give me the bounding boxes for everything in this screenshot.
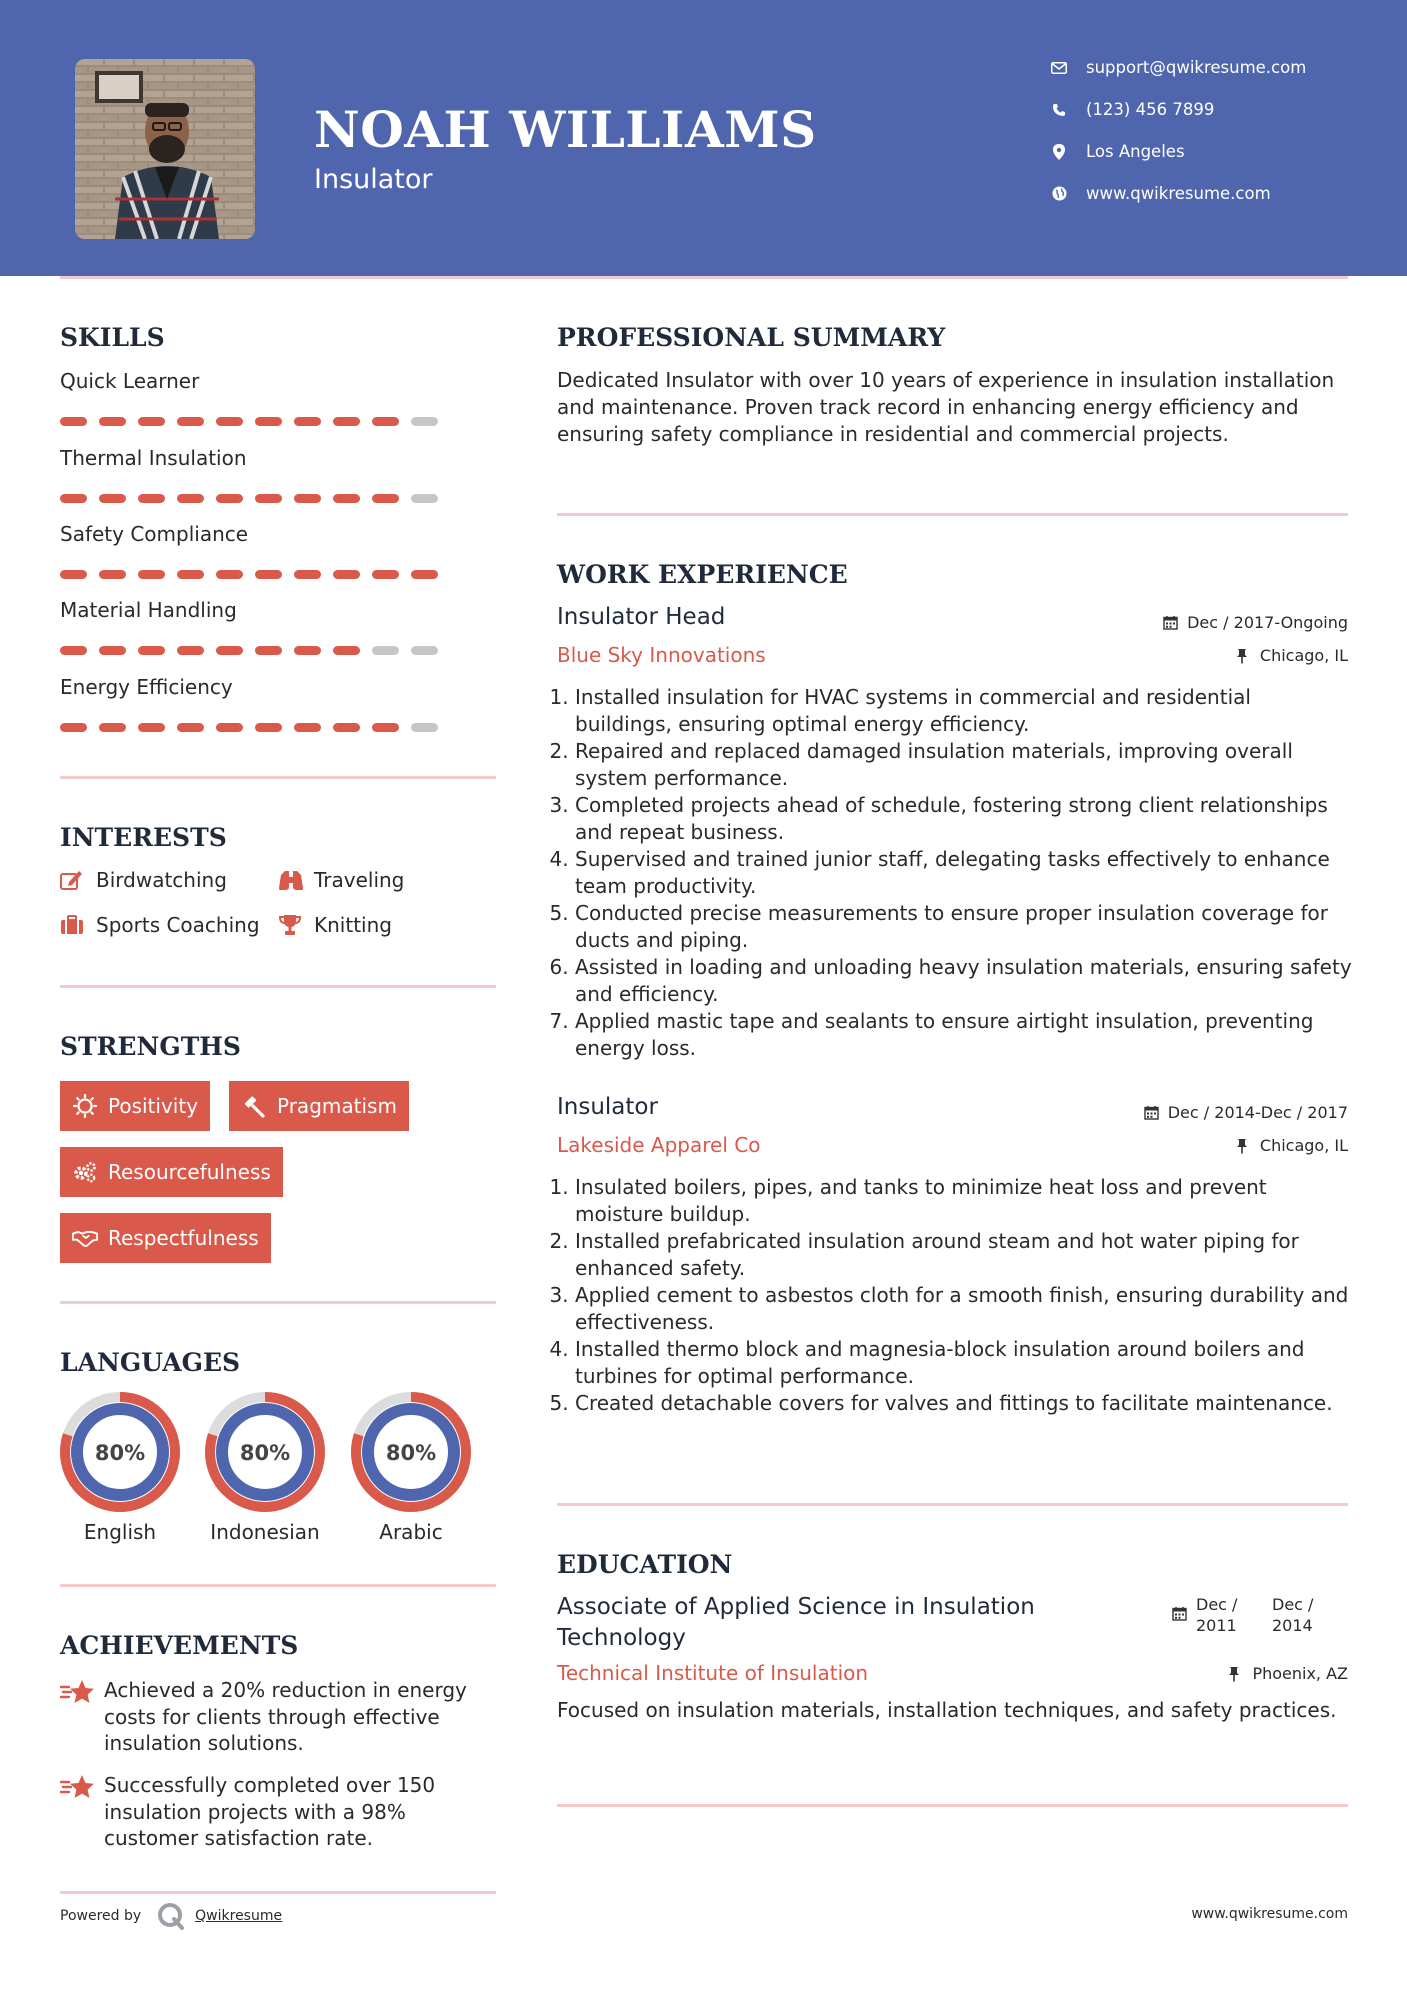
strength-badge-pragmatism [229, 1081, 409, 1131]
contact-website[interactable] [1050, 184, 1271, 203]
skill-level-dot [294, 723, 321, 732]
language-donut [203, 1390, 327, 1514]
skill-level-dot [372, 570, 399, 579]
contact-email[interactable] [1050, 58, 1306, 77]
strengths-divider [60, 1301, 496, 1304]
achievement-item [60, 1677, 500, 1757]
phone-icon [1050, 101, 1068, 119]
contact-email-text: support@qwikresume.com [1086, 58, 1307, 77]
skill-level-dot [177, 646, 204, 655]
interest-item [60, 868, 227, 892]
languages-title: LANGUAGES [60, 1348, 241, 1377]
profile-photo-illustration [75, 59, 255, 239]
pushpin-icon [1236, 1138, 1252, 1154]
language-donut [349, 1390, 473, 1514]
skill-level-meter [60, 646, 440, 658]
skill-level-dot [255, 570, 282, 579]
skill-level-dot [372, 723, 399, 732]
trophy-icon [278, 913, 304, 937]
star-icon [60, 1772, 96, 1802]
language-percent: 80% [94, 1441, 146, 1465]
powered-by-link[interactable]: Qwikresume [195, 1908, 283, 1924]
job-duty: 3. Applied cement to asbestos cloth for a smooth finish, ensuring durability and effectiveness. [575, 1282, 1353, 1336]
globe-icon [1050, 185, 1068, 203]
job-duty: 5. Conducted precise measurements to ensure proper insulation coverage for ducts and piping. [575, 900, 1353, 954]
skill-level-dot [411, 723, 438, 732]
job-location [1236, 1136, 1348, 1155]
map-pin-icon [1050, 143, 1068, 161]
education-location-text: Phoenix, AZ [1252, 1664, 1348, 1683]
strength-badge-resourcefulness [60, 1147, 283, 1197]
job-duty: 5. Created detachable covers for valves and fittings to facilitate maintenance. [575, 1390, 1353, 1417]
language-name: Indonesian [210, 1520, 320, 1544]
language-name: English [83, 1520, 157, 1544]
interest-label: Traveling [314, 868, 405, 892]
skill-level-dot [177, 570, 204, 579]
achievements-divider [60, 1891, 496, 1894]
envelope-icon [1050, 59, 1068, 77]
pushpin-icon [1236, 648, 1252, 664]
pencil-square-icon [60, 868, 86, 892]
language-item [58, 1390, 182, 1544]
skill-level-dot [60, 417, 87, 426]
job-duty: 4. Installed thermo block and magnesia-block insulation around boilers and turbines for optimal performance. [575, 1336, 1353, 1390]
profile-photo [75, 59, 255, 239]
job-company: Lakeside Apparel Co [557, 1133, 761, 1157]
skill-level-dot [411, 570, 438, 579]
experience-title: WORK EXPERIENCE [557, 560, 848, 589]
skill-name: Safety Compliance [60, 522, 249, 546]
job-duty: 3. Completed projects ahead of schedule, fostering strong client relationships and repeat business. [575, 792, 1353, 846]
skill-level-dot [99, 494, 126, 503]
summary-title: PROFESSIONAL SUMMARY [557, 323, 946, 352]
candidate-role: Insulator [314, 164, 433, 195]
strength-label: Resourcefulness [108, 1160, 271, 1184]
job-duty: 2. Installed prefabricated insulation around steam and hot water piping for enhanced safety. [575, 1228, 1353, 1282]
skill-level-dot [99, 570, 126, 579]
job-location-text: Chicago, IL [1259, 1136, 1348, 1155]
skill-level-dot [333, 723, 360, 732]
powered-by-label: Powered by [60, 1908, 142, 1924]
job-title: Insulator [557, 1094, 658, 1120]
skill-level-dot [294, 417, 321, 426]
star-icon [60, 1677, 96, 1707]
education-description: Focused on insulation materials, installation techniques, and safety practices. [557, 1698, 1337, 1722]
gavel-icon [241, 1094, 267, 1118]
job-duty: 6. Assisted in loading and unloading heavy insulation materials, ensuring safety and efficiency. [575, 954, 1353, 1008]
skill-level-dot [411, 494, 438, 503]
skill-level-dot [216, 417, 243, 426]
job-duty: 4. Supervised and trained junior staff, delegating tasks effectively to enhance team productivity. [575, 846, 1353, 900]
achievement-text: Achieved a 20% reduction in energy costs for clients through effective insulation solutions. [104, 1678, 467, 1755]
education-dates [1172, 1594, 1348, 1636]
calendar-icon [1144, 1105, 1160, 1121]
experience-divider [557, 1503, 1348, 1506]
language-item [349, 1390, 473, 1544]
job-duties-list [575, 1174, 1353, 1417]
job-dates-text: Dec / 2014-Dec / 2017 [1167, 1103, 1348, 1122]
skill-level-dot [138, 417, 165, 426]
skill-level-dot [216, 494, 243, 503]
calendar-icon [1172, 1605, 1188, 1621]
skill-level-dot [138, 570, 165, 579]
education-title: EDUCATION [557, 1550, 733, 1579]
skill-name: Energy Efficiency [60, 675, 233, 699]
contact-location [1050, 142, 1185, 161]
skill-level-dot [411, 646, 438, 655]
summary-divider [557, 513, 1348, 516]
powered-by [60, 1902, 282, 1930]
education-divider [557, 1804, 1348, 1807]
language-percent: 80% [239, 1441, 291, 1465]
job-location-text: Chicago, IL [1259, 646, 1348, 665]
skill-level-meter [60, 494, 440, 506]
education-end: Dec / 2014 [1272, 1595, 1314, 1635]
education-start: Dec / 2011 [1196, 1595, 1238, 1635]
skills-title: SKILLS [60, 323, 165, 352]
job-location [1236, 646, 1348, 665]
skill-name: Quick Learner [60, 369, 200, 393]
language-donut [58, 1390, 182, 1514]
achievement-text: Successfully completed over 150 insulation projects with a 98% customer satisfaction rate. [104, 1773, 436, 1850]
resume-header [0, 0, 1407, 276]
strength-badge-respectfulness [60, 1213, 271, 1263]
contact-location-text: Los Angeles [1086, 142, 1185, 161]
qwikresume-logo-icon [157, 1902, 185, 1930]
candidate-name: NOAH WILLIAMS [314, 100, 817, 159]
interests-divider [60, 985, 496, 988]
contact-phone-text: (123) 456 7899 [1086, 100, 1215, 119]
calendar-icon [1163, 615, 1179, 631]
skill-level-dot [60, 646, 87, 655]
strength-label: Respectfulness [108, 1226, 259, 1250]
skill-level-dot [333, 570, 360, 579]
interest-item [60, 913, 260, 937]
skill-level-dot [333, 494, 360, 503]
language-item [203, 1390, 327, 1544]
skill-level-meter [60, 723, 440, 735]
skill-level-meter [60, 417, 440, 429]
interest-label: Knitting [314, 913, 392, 937]
language-percent: 80% [385, 1441, 437, 1465]
job-dates [1144, 1103, 1348, 1122]
skill-level-dot [216, 570, 243, 579]
pushpin-icon [1228, 1666, 1244, 1682]
skill-level-dot [138, 723, 165, 732]
achievements-title: ACHIEVEMENTS [60, 1631, 299, 1660]
contact-phone[interactable] [1050, 100, 1214, 119]
strength-label: Positivity [108, 1094, 199, 1118]
interest-label: Sports Coaching [96, 913, 260, 937]
skill-level-dot [372, 646, 399, 655]
skill-level-meter [60, 570, 440, 582]
skill-level-dot [60, 494, 87, 503]
skill-level-dot [216, 723, 243, 732]
skill-level-dot [411, 417, 438, 426]
job-company: Blue Sky Innovations [557, 643, 766, 667]
skill-level-dot [294, 570, 321, 579]
strength-badge-positivity [60, 1081, 210, 1131]
achievement-item [60, 1772, 500, 1852]
job-title: Insulator Head [557, 604, 726, 630]
handshake-icon [72, 1226, 98, 1250]
strengths-title: STRENGTHS [60, 1032, 241, 1061]
gears-icon [72, 1160, 98, 1184]
skill-level-dot [177, 723, 204, 732]
skill-level-dot [60, 570, 87, 579]
skill-name: Material Handling [60, 598, 237, 622]
job-dates [1163, 613, 1348, 632]
language-name: Arabic [379, 1520, 443, 1544]
skill-level-dot [255, 494, 282, 503]
header-divider [60, 276, 1348, 279]
skill-level-dot [294, 494, 321, 503]
languages-divider [60, 1584, 496, 1587]
interests-title: INTERESTS [60, 823, 227, 852]
skill-level-dot [294, 646, 321, 655]
skill-level-dot [138, 646, 165, 655]
skill-level-dot [333, 646, 360, 655]
briefcase-icon [60, 913, 86, 937]
interest-item [278, 868, 404, 892]
job-duty: 2. Repaired and replaced damaged insulation materials, improving overall system performance. [575, 738, 1353, 792]
contact-website-text: www.qwikresume.com [1086, 184, 1271, 203]
skill-level-dot [333, 417, 360, 426]
skill-level-dot [255, 646, 282, 655]
skill-level-dot [216, 646, 243, 655]
skill-level-dot [255, 417, 282, 426]
skill-level-dot [255, 723, 282, 732]
skill-level-dot [99, 417, 126, 426]
skill-level-dot [138, 494, 165, 503]
skill-name: Thermal Insulation [60, 446, 247, 470]
education-school: Technical Institute of Insulation [557, 1661, 869, 1685]
strength-label: Pragmatism [277, 1094, 397, 1118]
interest-item [278, 913, 392, 937]
footer-website[interactable]: www.qwikresume.com [1191, 1906, 1348, 1922]
job-duty: 1. Installed insulation for HVAC systems in commercial and residential buildings, ensuring optimal energy efficiency. [575, 684, 1353, 738]
binoculars-icon [278, 868, 304, 892]
skill-level-dot [60, 723, 87, 732]
interest-label: Birdwatching [96, 868, 227, 892]
education-degree: Associate of Applied Science in Insulation Technology [557, 1594, 1035, 1651]
job-dates-text: Dec / 2017-Ongoing [1187, 613, 1348, 632]
summary-text: Dedicated Insulator with over 10 years of experience in insulation installation and maintenance. Proven track record in enhancing energy efficiency and ensuring safety compliance in residential and commercial projects. [557, 368, 1335, 446]
education-location [1228, 1664, 1348, 1683]
skills-divider [60, 776, 496, 779]
skill-level-dot [177, 494, 204, 503]
skill-level-dot [177, 417, 204, 426]
sun-icon [72, 1094, 98, 1118]
skill-level-dot [99, 723, 126, 732]
job-duties-list [575, 684, 1353, 1062]
skill-level-dot [372, 494, 399, 503]
skill-level-dot [372, 417, 399, 426]
skill-level-dot [99, 646, 126, 655]
job-duty: 1. Insulated boilers, pipes, and tanks to minimize heat loss and prevent moisture buildup. [575, 1174, 1353, 1228]
job-duty: 7. Applied mastic tape and sealants to ensure airtight insulation, preventing energy loss. [575, 1008, 1353, 1062]
